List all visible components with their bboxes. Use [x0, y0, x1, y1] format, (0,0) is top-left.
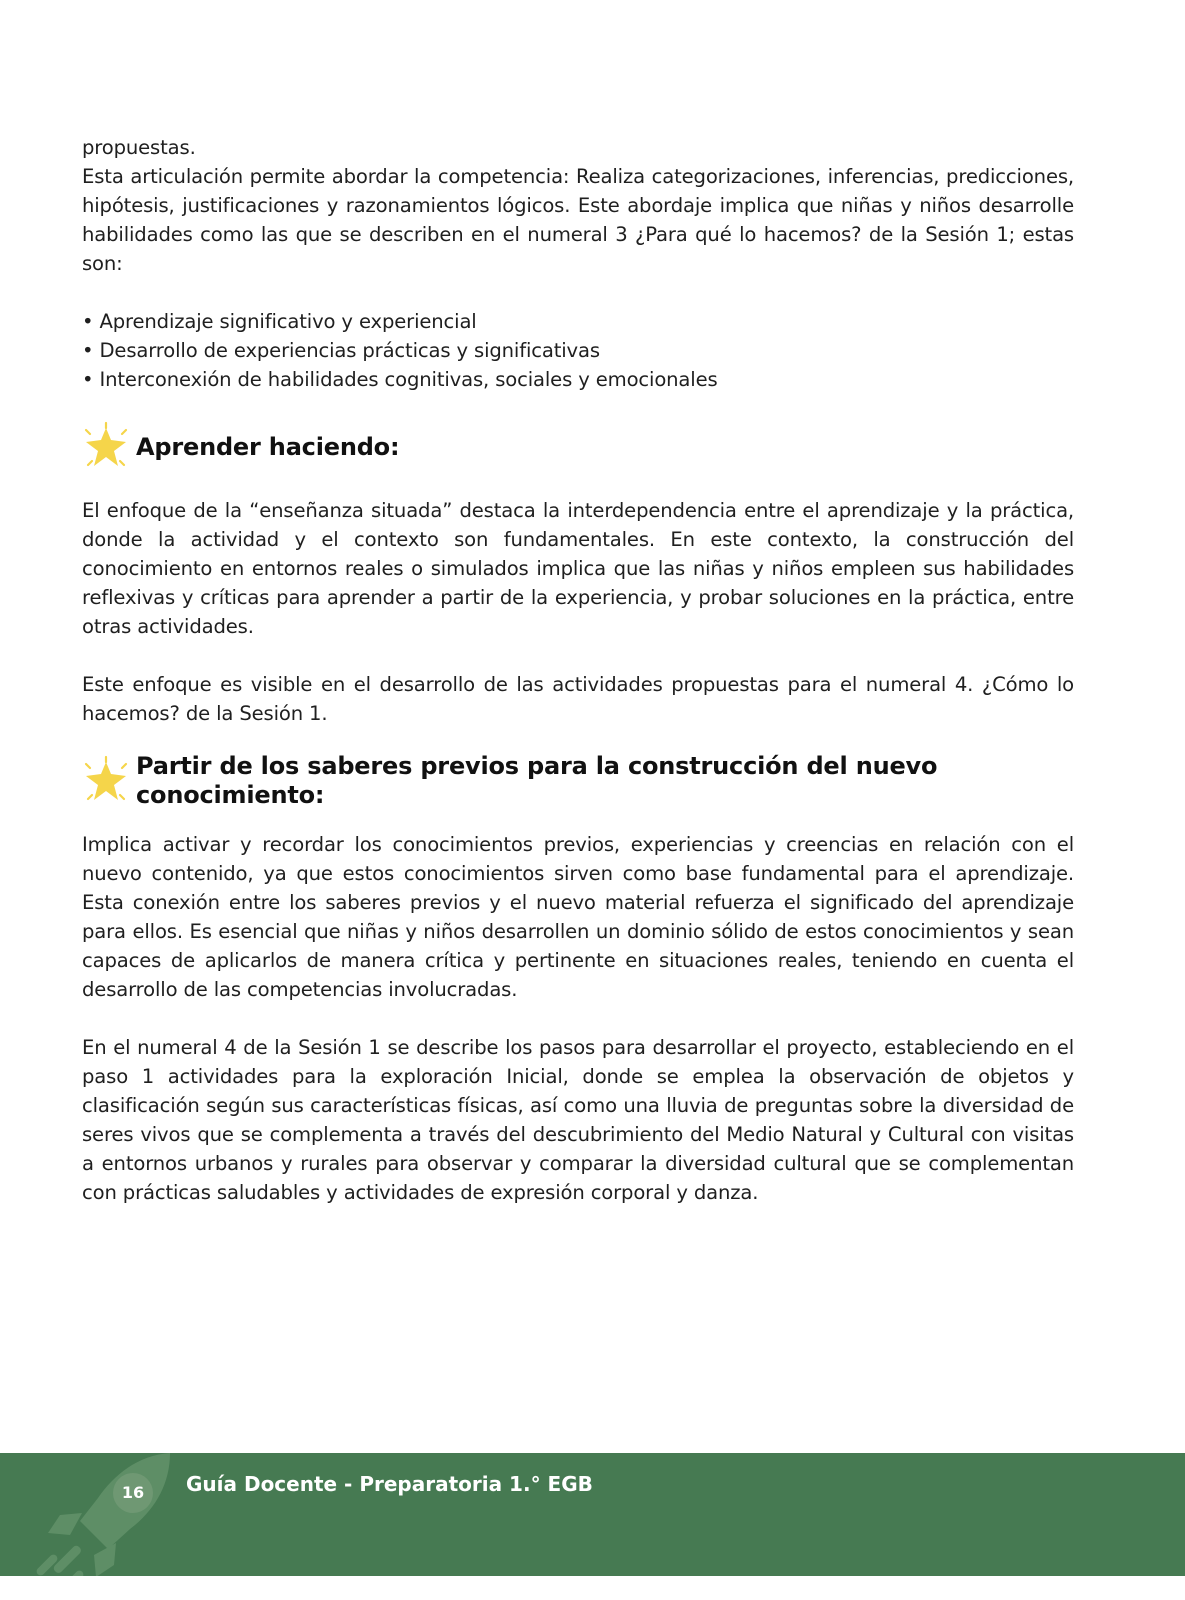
page-footer	[0, 1453, 1185, 1576]
footer-title: Guía Docente - Preparatoria 1.° EGB	[186, 1472, 593, 1496]
section-heading-aprender	[82, 422, 1074, 472]
intro-paragraph: Esta articulación permite abordar la competencia: Realiza categorizaciones, inferencias, predicciones, hipótesis, justificaciones y razonamientos lógicos. Este abordaje implica que niñas y niños desarrolle habilidades como las que se describen en el numeral 3 ¿Para qué lo hacemos? de la Sesión 1; estas son:	[82, 165, 1074, 275]
rocket-icon	[20, 1453, 200, 1576]
section1-paragraph-1: El enfoque de la “enseñanza situada” destaca la interdependencia entre el aprendizaje y la práctica, donde la actividad y el contexto son fundamentales. En este contexto, la construcción del conocimiento en entornos reales o simulados implica que las niñas y niños empleen sus habilidades reflexivas y críticas para aprender a partir de la experiencia, y probar soluciones en la práctica, entre otras actividades.	[82, 499, 1074, 638]
section2-paragraph-2: En el numeral 4 de la Sesión 1 se describe los pasos para desarrollar el proyecto, estableciendo en el paso 1 actividades para la exploración Inicial, donde se emplea la observación de objetos y clasificación según sus características físicas, así como una lluvia de preguntas sobre la diversidad de seres vivos que se complementa a través del descubrimiento del Medio Natural y Cultural con visitas a entornos urbanos y rurales para observar y comparar la diversidad cultural que se complementan con prácticas saludables y actividades de expresión corporal y danza.	[82, 1036, 1074, 1204]
section-heading-saberes	[82, 752, 1074, 809]
section-title: Aprender haciendo:	[136, 432, 400, 461]
section1-paragraph-2: Este enfoque es visible en el desarrollo de las actividades propuestas para el numeral 4. ¿Cómo lo hacemos? de la Sesión 1.	[82, 673, 1074, 725]
bullet-list	[82, 307, 1074, 394]
list-item: • Aprendizaje significativo y experiencial	[82, 310, 477, 333]
page-number: 16	[113, 1473, 153, 1513]
section2-paragraph-1: Implica activar y recordar los conocimientos previos, experiencias y creencias en relación con el nuevo contenido, ya que estos conocimientos sirven como base fundamental para el aprendizaje. Esta conexión entre los saberes previos y el nuevo material refuerza el significado del aprendizaje para ellos. Es esencial que niñas y niños desarrollen un dominio sólido de estos conocimientos y sean capaces de aplicarlos de manera crítica y pertinente en situaciones reales, teniendo en cuenta el desarrollo de las competencias involucradas.	[82, 833, 1074, 1001]
list-item: • Interconexión de habilidades cognitivas, sociales y emocionales	[82, 368, 718, 391]
star-icon	[80, 421, 132, 473]
star-icon	[80, 755, 132, 807]
intro-tail-paragraph: propuestas.	[82, 136, 196, 159]
list-item: • Desarrollo de experiencias prácticas y significativas	[82, 339, 600, 362]
section-title: Partir de los saberes previos para la construcción del nuevo conocimiento:	[136, 752, 938, 809]
page-content	[82, 133, 1074, 1207]
